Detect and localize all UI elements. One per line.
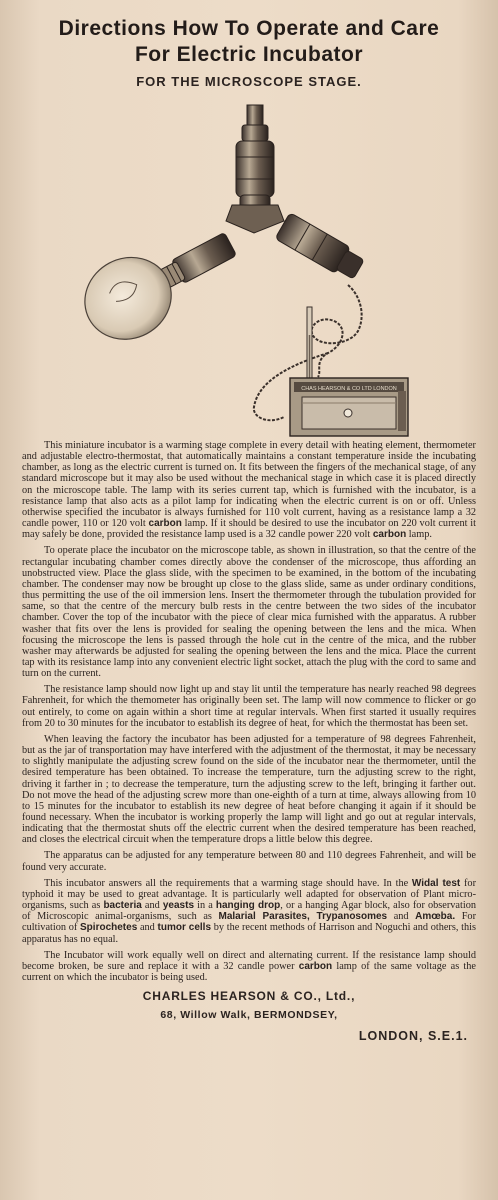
emphasized-term: carbon (148, 518, 182, 530)
page-title-line-2: For Electric Incubator (134, 43, 364, 66)
paragraph-text: and (137, 922, 158, 934)
paragraph-1 (22, 440, 476, 540)
page-subtitle: FOR THE MICROSCOPE STAGE. (136, 74, 362, 89)
emphasized-term: Widal test (411, 877, 461, 889)
emphasized-term: carbon (298, 960, 333, 972)
resistance-lamp (70, 209, 249, 355)
incubator-plate-label: CHAS HEARSON & CO LTD LONDON (301, 386, 397, 392)
paragraph-4 (22, 734, 476, 846)
incubator-box (290, 378, 408, 436)
paragraph-2 (22, 545, 476, 679)
incubator-illustration (22, 95, 476, 440)
paragraph-text: This miniature incubator is a warming stage complete in every detail with heating element, thermometer and adjustable electro-thermostat, that automatically maintains a constant temperature inside the incubating chamber, as long as the electric current is turned on. It fits between the fingers of the mechanical stage, of any standard microscope but it may also be used without the mechanical stage in which case it is placed directly on the microscope table. The lamp with its series current tap, which is furnished with the incubator, is a resistance lamp that also acts as a pilot lamp for indicating when the electric current is on or off. Unless otherwise specified the incubator is always furnished for 110 volt current, having as a resistance lamp a 32 candle power, 110 or 120 volt (22, 440, 476, 530)
paragraph-text: and (387, 911, 416, 923)
paragraph-text: The Incubator will work equally well on direct and alternating current. If the resistance lamp should become broken, be sure and replace it with a 32 candle power (22, 949, 476, 972)
emphasized-term: carbon (372, 529, 407, 541)
power-cord (312, 285, 362, 377)
paragraph-3 (22, 684, 476, 729)
company-name: CHARLES HEARSON & CO., Ltd., (142, 989, 356, 1004)
paragraph-5 (22, 850, 476, 872)
paragraph-7 (22, 950, 476, 983)
paragraph-text: The resistance lamp should now light up and stay lit until the temperature has nearly reached 98 degrees Fahrenheit, for which the themometer has originally been set. The lamp will now commence to flicker or go out entirely, to come on again within a short time at regular intervals. When first started it usually requires from 20 to 30 minutes for the incubator to establish its degree of heat, for which the thermostat has been set. (22, 684, 476, 729)
page-title-line-1: Directions How To Operate and Care (58, 17, 440, 40)
paragraph-text: by the recent methods of Harrison and Noguchi and others, this apparatus has no equal. (22, 922, 477, 945)
emphasized-term: Malarial Parasites, Trypanosomes (218, 911, 388, 923)
company-address: 68, Willow Walk, BERMONDSEY, (160, 1009, 338, 1022)
paragraph-text: , or a hanging Agar block, also for observation of Microscopic animal-organisms, such as (22, 900, 477, 923)
publisher-footer (22, 989, 476, 1043)
paragraph-6 (22, 878, 476, 945)
emphasized-term: hanging drop (215, 900, 281, 912)
paragraph-text: and (141, 900, 163, 912)
paragraph-text: This incubator answers all the requirements that a warming stage should have. In the (44, 877, 412, 889)
incubator-chamber-window (344, 409, 352, 417)
paragraph-text: lamp of the same voltage as the current on which the incubator is being used. (22, 960, 477, 984)
paragraph-text: To operate place the incubator on the microscope table, as shown in illustration, so that the centre of the rectangular incubating chamber comes directly above the condenser of the microscope, thus affording an unobstructed view. Place the glass slide, with the specimen to be examined, in the bottom of the incubating chamber. The condenser may now be brought up close to the glass slide, same as under ordinary conditions, thus permitting the use of the oil immersion lens. Insert the thermometer through the tubulation provided for same, so that the centre of the mercury bulb rests in the centre between the two sides of the incubator chamber. Cover the top of the incubator with the piece of clear mica furnished with the apparatus. A rubber washer that fits over the lens is provided for sealing the opening between the lens and the mica. When focusing the microscope the lens is passed through the hole cut in the centre of the mica, and the rubber washer may afterwards be adjusted for sealing the opening between the lens and the mica. Place the current tap with its resistance lamp into any convenient electric light socket, attach the plug with the cord to same and turn on the current. (22, 545, 476, 680)
instruction-body (22, 440, 476, 983)
lamp-socket-right (275, 213, 366, 283)
emphasized-term: yeasts (162, 900, 195, 912)
lamp-socket-top (236, 105, 274, 213)
company-city: LONDON, S.E.1. (358, 1029, 468, 1044)
paragraph-text: in a (194, 900, 216, 912)
paragraph-text: When leaving the factory the incubator has been adjusted for a temperature of 98 degrees Fahrenheit, but as the jar of transportation may have interfered with the adjustment of the thermostat, it may be necessary to slightly manipulate the adjusting screw found on the side of the incubator near the thermometer, until the desired temperature has been obtained. To increase the temperature, turn the adjusting screw to the right, driving it farther in ; to decrease the temperature, turn the adjusting screw to the left, bringing it farther out. Do not move the head of the adjusting screw more than one-eighth of a turn at time, always allowing from 10 to 15 minutes for the incubator to establish its new degree of heat before changing it again if it should be found necessary. When the incubator is working properly the lamp will light and go out at regular intervals, indicating that the thermostat shuts off the electric current when the desired temperature has been reached, and closes the electrical circuit when the temperature drops a little below this degree. (22, 733, 476, 846)
emphasized-term: tumor cells (157, 922, 212, 934)
emphasized-term: Amœba. (415, 911, 456, 923)
incubator-drawing (22, 95, 476, 440)
paragraph-text: The apparatus can be adjusted for any temperature between 80 and 110 degrees Fahrenheit, and will be found very accurate. (22, 850, 476, 873)
paragraph-text: For cultivation of (22, 911, 476, 934)
emphasized-term: Spirochetes (80, 922, 138, 934)
emphasized-term: bacteria (103, 900, 142, 912)
paragraph-text: lamp. (406, 529, 432, 541)
paragraph-text: for typhoid it may be used to great advantage. It is particularly well adapted for observation of Plant micro-organisms, such as (22, 877, 477, 912)
paragraph-text: lamp. If it should be desired to use the incubator on 220 volt current it may safely be done, provided the resistance lamp used is a 32 candle power 220 volt (22, 518, 477, 541)
